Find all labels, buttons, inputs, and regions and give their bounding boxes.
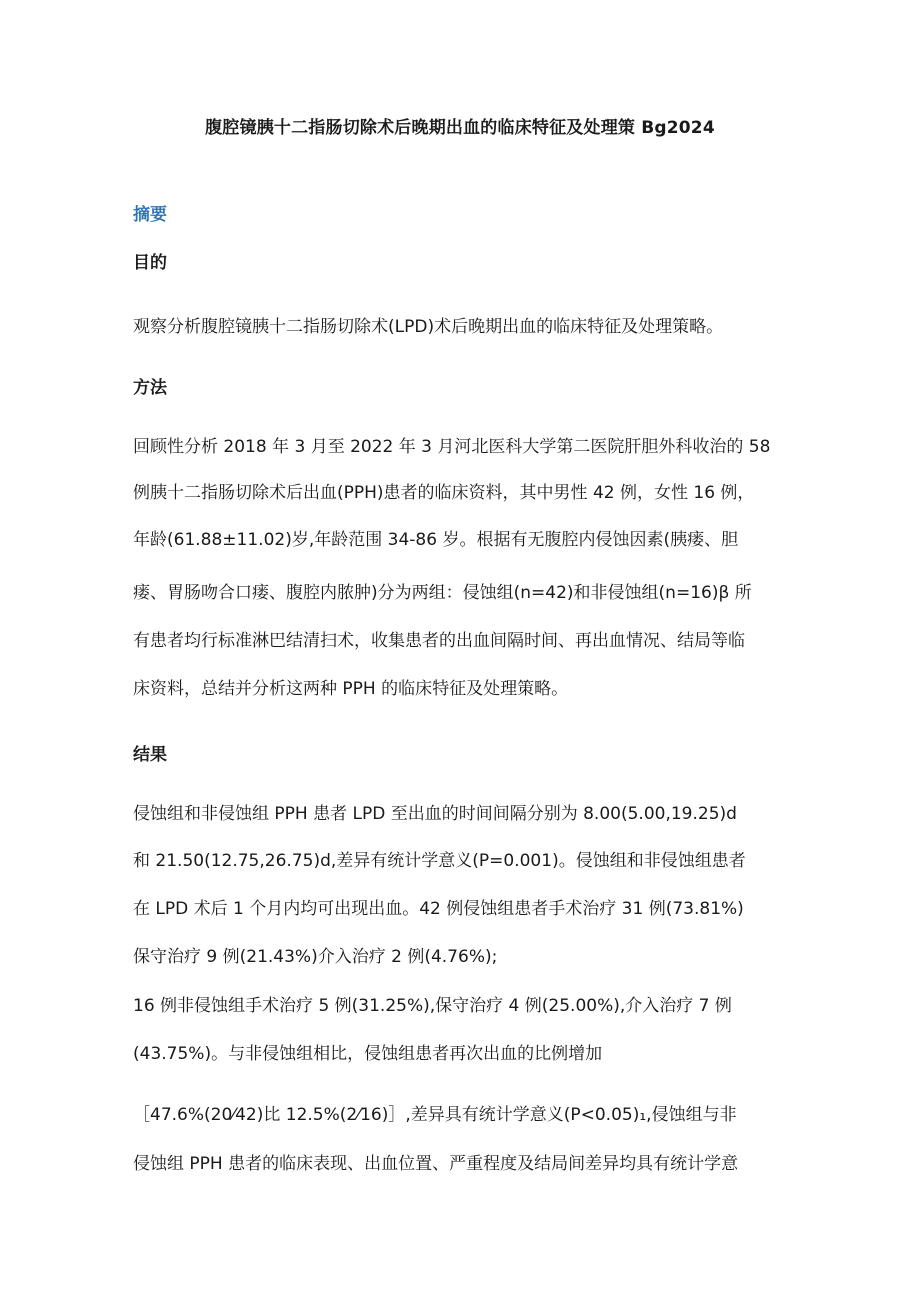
results-line: ［47.6%(20⁄42)比 12.5%(2⁄16)］,差异具有统计学意义(P<0.05)₁,侵蚀组与非 [133, 1105, 737, 1125]
results-line: (43.75%)。与非侵蚀组相比，侵蚀组患者再次出血的比例增加 [133, 1044, 603, 1064]
results-heading: 结果 [133, 745, 167, 765]
methods-line: 有患者均行标准淋巴结清扫术，收集患者的出血间隔时间、再出血情况、结局等临 [133, 631, 745, 651]
results-line: 保守治疗 9 例(21.43%)介入治疗 2 例(4.76%); [133, 947, 498, 967]
results-line: 侵蚀组和非侵蚀组 PPH 患者 LPD 至出血的时间间隔分别为 8.00(5.00,19.25)d [133, 804, 737, 824]
methods-heading: 方法 [133, 378, 167, 398]
methods-line: 回顾性分析 2018 年 3 月至 2022 年 3 月河北医科大学第二医院肝胆外科收治的 58 [133, 437, 771, 457]
abstract-heading: 摘要 [133, 205, 167, 225]
results-line: 侵蚀组 PPH 患者的临床表现、出血位置、严重程度及结局间差异均具有统计学意 [133, 1154, 739, 1174]
results-line: 和 21.50(12.75,26.75)d,差异有统计学意义(P=0.001)。侵蚀组和非侵蚀组患者 [133, 851, 746, 871]
methods-line: 例胰十二指肠切除术后出血(PPH)患者的临床资料，其中男性 42 例，女性 16 例， [133, 483, 755, 503]
methods-line: 床资料，总结并分析这两种 PPH 的临床特征及处理策略。 [133, 679, 569, 699]
results-line: 在 LPD 术后 1 个月内均可出现出血。42 例侵蚀组患者手术治疗 31 例(73.81%) [133, 899, 744, 919]
results-line: 16 例非侵蚀组手术治疗 5 例(31.25%),保守治疗 4 例(25.00%),介入治疗 7 例 [133, 996, 732, 1016]
methods-line: 瘘、胃肠吻合口瘘、腹腔内脓肿)分为两组：侵蚀组(n=42)和非侵蚀组(n=16)β 所 [133, 583, 752, 603]
purpose-heading: 目的 [133, 253, 167, 273]
methods-line: 年龄(61.88±11.02)岁,年龄范围 34-86 岁。根据有无腹腔内侵蚀因素(胰瘘、胆 [133, 530, 739, 550]
purpose-text: 观察分析腹腔镜胰十二指肠切除术(LPD)术后晚期出血的临床特征及处理策略。 [133, 317, 724, 337]
document-title: 腹腔镜胰十二指肠切除术后晚期出血的临床特征及处理策 Bg2024 [205, 118, 715, 138]
